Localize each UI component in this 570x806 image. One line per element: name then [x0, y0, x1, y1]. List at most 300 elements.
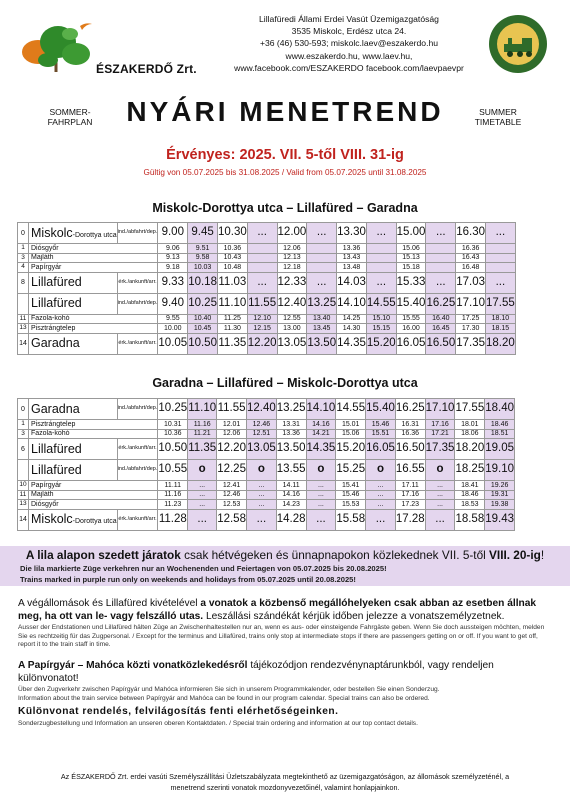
time-cell: ... — [246, 509, 276, 530]
station-cell — [29, 253, 158, 263]
time-cell: 16.05 — [396, 333, 426, 354]
time-cell: 12.06 — [277, 244, 307, 254]
time-cell — [307, 244, 337, 254]
time-cell: 18.58 — [455, 509, 485, 530]
arr-dep-label: ind./abfahrt/dep. — [117, 460, 158, 481]
km-cell: 11 — [18, 490, 29, 500]
time-cell: ... — [306, 509, 336, 530]
time-cell: 10.25 — [188, 293, 218, 314]
time-cell: 9.58 — [188, 253, 218, 263]
time-cell: ... — [306, 500, 336, 510]
station-cell — [29, 399, 118, 420]
time-cell: 13.55 — [276, 460, 306, 481]
papirgyar-en: Information about the train service between Papírgyár and Mahóca can be found in our program calendar. Special trains can also be ordered. — [18, 694, 430, 702]
time-cell: ... — [188, 490, 217, 500]
time-cell: 16.31 — [395, 420, 425, 430]
time-cell: 19.05 — [485, 439, 515, 460]
station-name: Diósgyőr — [31, 500, 59, 508]
time-cell: 13.50 — [276, 439, 306, 460]
time-cell: 13.45 — [307, 324, 337, 334]
station-cell — [29, 481, 158, 491]
time-cell: 16.25 — [426, 293, 456, 314]
arr-dep-label: érk./ankunft/arr. — [117, 509, 158, 530]
time-cell: 17.30 — [456, 324, 486, 334]
time-cell: 12.41 — [217, 481, 247, 491]
papirgyar-text: tájékozódjon rendezvénynaptárunkból, vagy rendeljen különvonatot! — [18, 660, 494, 684]
time-cell: 18.40 — [485, 399, 515, 420]
notice-bold-date: VIII. 20-ig — [489, 548, 541, 562]
time-cell: 9.00 — [158, 223, 188, 244]
time-cell: 11.23 — [158, 500, 188, 510]
notice-text: ! — [540, 548, 545, 562]
time-cell: 16.40 — [426, 314, 456, 324]
time-cell: 14.21 — [306, 429, 336, 439]
time-cell: 13.31 — [276, 420, 306, 430]
time-cell: ... — [486, 272, 516, 293]
side-label-line: FAHRPLAN — [47, 117, 93, 127]
km-cell: 13 — [19, 324, 27, 331]
time-cell: 11.35 — [188, 439, 217, 460]
arr-dep-label: érk./ankunft/arr. — [117, 333, 158, 354]
contact-line: 3535 Miskolc, Erdész utca 24. — [291, 26, 407, 37]
time-cell: 13.00 — [277, 324, 307, 334]
time-cell: 18.20 — [486, 333, 516, 354]
time-cell: 18.53 — [455, 500, 485, 510]
stops-paragraph — [18, 597, 554, 650]
time-cell: 16.36 — [395, 429, 425, 439]
time-cell: ... — [425, 500, 455, 510]
time-cell: ... — [246, 490, 276, 500]
time-cell: 12.46 — [246, 420, 276, 430]
time-cell: 14.55 — [366, 293, 396, 314]
station-cell — [29, 439, 118, 460]
station-name: Lillafüred — [31, 462, 82, 477]
time-cell — [426, 244, 456, 254]
station-suffix: -Dorottya utca — [72, 231, 117, 239]
time-cell: 18.20 — [455, 439, 485, 460]
time-cell — [486, 253, 516, 263]
km-cell: 0 — [18, 223, 29, 244]
logo-text: ÉSZAKERDŐ Zrt. — [96, 62, 197, 76]
time-cell: 10.31 — [158, 420, 188, 430]
km-cell: 8 — [18, 272, 29, 293]
time-cell: ... — [247, 272, 277, 293]
time-cell: 18.25 — [455, 460, 485, 481]
time-cell: 12.01 — [217, 420, 247, 430]
km-cell — [18, 293, 29, 314]
time-cell: 10.45 — [188, 324, 218, 334]
time-cell: ... — [426, 272, 456, 293]
time-cell: 15.13 — [396, 253, 426, 263]
time-cell — [247, 253, 277, 263]
km-cell: 0 — [18, 399, 29, 420]
time-cell: 9.13 — [158, 253, 188, 263]
table-row — [18, 314, 516, 324]
km-cell: 3 — [18, 253, 29, 263]
table-row — [18, 272, 516, 293]
time-cell: 14.03 — [337, 272, 367, 293]
table-row — [18, 439, 515, 460]
time-cell: 14.23 — [276, 500, 306, 510]
special-train-main: Különvonat rendelés, felvilágosítás fenti elérhetőségeinken. — [18, 706, 339, 717]
table-row — [18, 481, 515, 491]
time-cell: 18.01 — [455, 420, 485, 430]
time-cell: 10.05 — [158, 333, 188, 354]
time-cell: 17.35 — [456, 333, 486, 354]
table-row — [18, 244, 516, 254]
papirgyar-paragraph — [18, 659, 554, 703]
time-cell: 12.58 — [217, 509, 247, 530]
time-cell: 14.16 — [276, 490, 306, 500]
km-cell: 4 — [18, 263, 29, 273]
time-cell: 10.43 — [217, 253, 247, 263]
time-cell: ... — [247, 223, 277, 244]
laev-badge-logo — [488, 14, 548, 74]
time-cell: 17.28 — [395, 509, 425, 530]
time-cell: 14.11 — [276, 481, 306, 491]
time-cell: 12.55 — [277, 314, 307, 324]
time-cell: 15.06 — [396, 244, 426, 254]
station-name: Miskolc — [31, 225, 73, 240]
time-cell: 18.10 — [486, 314, 516, 324]
time-cell: ... — [425, 509, 455, 530]
time-cell: 9.40 — [158, 293, 188, 314]
time-cell: 16.36 — [456, 244, 486, 254]
stops-text-a: A végállomások és Lillafüred kivételével — [18, 598, 201, 609]
time-cell: o — [425, 460, 455, 481]
time-cell: 16.45 — [426, 324, 456, 334]
time-cell: 15.20 — [336, 439, 366, 460]
time-cell: 13.30 — [337, 223, 367, 244]
table-row — [18, 324, 516, 334]
time-cell: ... — [307, 272, 337, 293]
time-cell — [366, 263, 396, 273]
time-cell: ... — [307, 223, 337, 244]
time-cell: 9.06 — [158, 244, 188, 254]
arr-dep-label: érk./ankunft/arr. — [117, 439, 158, 460]
time-cell: 16.30 — [456, 223, 486, 244]
time-cell: 11.16 — [158, 490, 188, 500]
station-name: Lillafüred — [31, 275, 82, 290]
time-cell — [307, 263, 337, 273]
time-cell: 11.35 — [217, 333, 247, 354]
time-cell: 15.46 — [336, 490, 366, 500]
time-cell: 13.25 — [307, 293, 337, 314]
time-cell — [486, 244, 516, 254]
time-cell: 14.35 — [306, 439, 336, 460]
time-cell: 17.16 — [395, 490, 425, 500]
timetable-return — [17, 398, 515, 531]
papirgyar-de: Über den Zugverkehr zwischen Papírgyár und Mahóca informieren Sie sich in unserem Programmkalender, oder bestellen Sie einen Sonderzug. — [18, 686, 440, 693]
table-row — [18, 429, 515, 439]
time-cell: 15.40 — [366, 399, 396, 420]
station-name: Miskolc — [31, 512, 73, 527]
footer-line: Az ÉSZAKERDŐ Zrt. erdei vasúti Személyszállítási Üzletszabályzata megtekinthető az üzemigazgatóságon, az állomások személyzeténél, a — [60, 772, 510, 781]
time-cell: 11.10 — [188, 399, 217, 420]
side-label-line: SOMMER- — [49, 107, 91, 117]
time-cell: 15.18 — [396, 263, 426, 273]
station-name: Lillafüred — [31, 441, 82, 456]
km-cell: 1 — [18, 244, 29, 254]
time-cell: o — [246, 460, 276, 481]
time-cell: ... — [366, 481, 396, 491]
station-cell — [29, 490, 158, 500]
time-cell: 9.55 — [158, 314, 188, 324]
purple-notice-en: Trains marked in purple run only on weekends and holidays from 05.07.2025 until 20.08.2025! — [20, 575, 356, 584]
station-name: Garadna — [31, 401, 80, 416]
time-cell: 15.40 — [396, 293, 426, 314]
time-cell — [426, 253, 456, 263]
station-cell — [29, 420, 158, 430]
km-cell: 14 — [18, 333, 29, 354]
contact-line: +36 (46) 530-593; miskolc.laev@eszakerdo.hu — [259, 38, 439, 49]
km-cell: 13 — [19, 500, 27, 507]
station-cell — [29, 333, 118, 354]
time-cell: 10.55 — [158, 460, 188, 481]
time-cell: 10.36 — [217, 244, 247, 254]
time-cell: 14.25 — [337, 314, 367, 324]
station-name: Garadna — [31, 336, 80, 351]
station-name: Fazola-kohó — [31, 430, 70, 438]
time-cell: 10.03 — [188, 263, 218, 273]
station-name: Diósgyőr — [31, 244, 59, 252]
time-cell: ... — [188, 500, 217, 510]
time-cell: 12.13 — [277, 253, 307, 263]
time-cell: 13.25 — [276, 399, 306, 420]
time-cell: 19.10 — [485, 460, 515, 481]
time-cell: ... — [366, 223, 396, 244]
time-cell: 14.28 — [276, 509, 306, 530]
time-cell: 17.10 — [425, 399, 455, 420]
km-cell: 3 — [18, 429, 29, 439]
route-title-outbound: Miskolc-Dorottya utca – Lillafüred – Garadna — [152, 201, 418, 215]
table-row — [18, 490, 515, 500]
time-cell: 10.36 — [158, 429, 188, 439]
time-cell: 12.00 — [277, 223, 307, 244]
station-name: Majláth — [31, 491, 54, 499]
time-cell: 16.05 — [366, 439, 396, 460]
arr-dep-label: ind./abfahrt/dep. — [117, 399, 158, 420]
stops-paragraph-main — [18, 597, 554, 623]
time-cell: 14.35 — [337, 333, 367, 354]
time-cell: 10.48 — [217, 263, 247, 273]
time-cell: 12.18 — [277, 263, 307, 273]
stops-text-normal: Leszállási szándékát kérjük időben jelezze a vonatszemélyzetnek. — [203, 611, 505, 622]
time-cell: 10.50 — [158, 439, 188, 460]
time-cell: 18.51 — [485, 429, 515, 439]
time-cell: 12.15 — [247, 324, 277, 334]
time-cell: 13.36 — [337, 244, 367, 254]
time-cell: 12.46 — [217, 490, 247, 500]
notice-bold: A lila alapon szedett járatok — [25, 548, 181, 562]
time-cell: 15.41 — [336, 481, 366, 491]
notice-text: csak hétvégeken és ünnapnapokon közlekednek VII. 5-től — [180, 548, 490, 562]
time-cell: 18.46 — [485, 420, 515, 430]
time-cell: 17.11 — [395, 481, 425, 491]
time-cell: 13.50 — [307, 333, 337, 354]
time-cell: ... — [366, 509, 396, 530]
time-cell: 12.51 — [246, 429, 276, 439]
station-name: Majláth — [31, 254, 54, 262]
time-cell: 18.46 — [455, 490, 485, 500]
time-cell: 11.10 — [217, 293, 247, 314]
time-cell: 12.06 — [217, 429, 247, 439]
station-name: Papírgyár — [31, 481, 62, 489]
time-cell: 11.28 — [158, 509, 188, 530]
time-cell: 11.03 — [217, 272, 247, 293]
time-cell: 11.25 — [217, 314, 247, 324]
sommer-fahrplan-label — [30, 107, 110, 127]
station-cell — [29, 314, 158, 324]
time-cell: 17.03 — [456, 272, 486, 293]
station-cell — [29, 293, 118, 314]
time-cell: ... — [306, 481, 336, 491]
contact-line: Lillafüredi Állami Erdei Vasút Üzemigazgatóság — [259, 14, 439, 24]
station-cell — [29, 429, 158, 439]
time-cell: 13.05 — [277, 333, 307, 354]
time-cell: 15.55 — [396, 314, 426, 324]
contact-block — [214, 13, 484, 74]
time-cell: ... — [366, 490, 396, 500]
arr-dep-label: ind./abfahrt/dep. — [117, 223, 158, 244]
arr-dep-label: érk./ankunft/arr. — [117, 272, 158, 293]
time-cell: ... — [366, 272, 396, 293]
table-row — [18, 223, 516, 244]
footer-note — [20, 771, 550, 793]
time-cell — [366, 244, 396, 254]
time-cell: 18.41 — [455, 481, 485, 491]
time-cell: 17.23 — [395, 500, 425, 510]
time-cell: 13.36 — [276, 429, 306, 439]
time-cell: ... — [246, 500, 276, 510]
time-cell: 19.38 — [485, 500, 515, 510]
time-cell — [366, 253, 396, 263]
time-cell: ... — [306, 490, 336, 500]
time-cell: 15.33 — [396, 272, 426, 293]
time-cell: 14.10 — [306, 399, 336, 420]
time-cell: 13.40 — [307, 314, 337, 324]
time-cell: 16.48 — [456, 263, 486, 273]
time-cell: ... — [486, 223, 516, 244]
time-cell: 17.16 — [425, 420, 455, 430]
time-cell: 15.06 — [336, 429, 366, 439]
time-cell: 14.55 — [336, 399, 366, 420]
time-cell: ... — [246, 481, 276, 491]
time-cell: 16.43 — [456, 253, 486, 263]
km-cell: 11 — [18, 314, 29, 324]
time-cell: 19.31 — [485, 490, 515, 500]
time-cell: 17.55 — [486, 293, 516, 314]
time-cell — [247, 244, 277, 254]
train-badge-icon — [488, 14, 548, 74]
time-cell: 9.18 — [158, 263, 188, 273]
time-cell: 19.43 — [485, 509, 515, 530]
time-cell: 15.15 — [366, 324, 396, 334]
time-cell: 9.45 — [188, 223, 218, 244]
time-cell: o — [306, 460, 336, 481]
time-cell: 18.06 — [455, 429, 485, 439]
time-cell: 11.55 — [217, 399, 247, 420]
km-cell: 1 — [18, 420, 29, 430]
station-name: Pisztrángtelep — [31, 420, 76, 428]
time-cell: 10.25 — [158, 399, 188, 420]
page-title: NYÁRI MENETREND — [126, 96, 444, 127]
time-cell: ... — [188, 509, 217, 530]
time-cell: 12.20 — [247, 333, 277, 354]
time-cell — [247, 263, 277, 273]
time-cell: ... — [188, 481, 217, 491]
time-cell: 17.35 — [425, 439, 455, 460]
time-cell: 15.53 — [336, 500, 366, 510]
time-cell: 15.01 — [336, 420, 366, 430]
time-cell: 12.25 — [217, 460, 247, 481]
station-cell — [29, 263, 158, 273]
time-cell: 12.20 — [217, 439, 247, 460]
km-cell: 14 — [18, 509, 29, 530]
time-cell: 10.50 — [188, 333, 218, 354]
contact-line: www.eszakerdo.hu, www.laev.hu, — [285, 50, 413, 61]
time-cell: 15.46 — [366, 420, 396, 430]
time-cell: 11.30 — [217, 324, 247, 334]
time-cell: ... — [366, 500, 396, 510]
station-name: Fazola-kohó — [31, 315, 70, 323]
time-cell: 17.25 — [456, 314, 486, 324]
time-cell: 17.55 — [455, 399, 485, 420]
side-label-line: SUMMER — [479, 107, 517, 117]
table-row — [18, 460, 515, 481]
time-cell: 12.33 — [277, 272, 307, 293]
table-row — [18, 500, 515, 510]
time-cell: 16.55 — [395, 460, 425, 481]
eszakerdo-logo — [18, 14, 208, 78]
purple-notice-main — [0, 548, 570, 562]
time-cell: 14.10 — [337, 293, 367, 314]
station-name: Pisztrángtelep — [31, 324, 76, 332]
time-cell: 12.10 — [247, 314, 277, 324]
summer-timetable-label — [458, 107, 538, 127]
table-row — [18, 420, 515, 430]
time-cell: 9.33 — [158, 272, 188, 293]
time-cell — [426, 263, 456, 273]
time-cell: 11.11 — [158, 481, 188, 491]
time-cell: ... — [425, 490, 455, 500]
time-cell: 15.51 — [366, 429, 396, 439]
time-cell: 13.48 — [337, 263, 367, 273]
time-cell: 10.00 — [158, 324, 188, 334]
validity-line: Érvényes: 2025. VII. 5-től VIII. 31-ig — [166, 147, 404, 163]
time-cell: 11.55 — [247, 293, 277, 314]
time-cell: 14.30 — [337, 324, 367, 334]
time-cell: 16.50 — [426, 333, 456, 354]
contact-line: www.facebook.com/ESZAKERDO facebook.com/laevpaevpr — [234, 62, 464, 73]
km-cell: 10 — [19, 481, 27, 488]
time-cell: 17.21 — [425, 429, 455, 439]
km-cell: 6 — [18, 439, 29, 460]
time-cell: 16.50 — [395, 439, 425, 460]
station-cell — [29, 460, 118, 481]
route-title-return: Garadna – Lillafüred – Miskolc-Dorottya utca — [152, 376, 418, 390]
time-cell: 12.53 — [217, 500, 247, 510]
arr-dep-label: ind./abfahrt/dep. — [117, 293, 158, 314]
time-cell: ... — [425, 481, 455, 491]
validity-sub-line: Gültig von 05.07.2025 bis 31.08.2025 / Valid from 05.07.2025 until 31.08.2025 — [143, 168, 427, 177]
time-cell: 14.16 — [306, 420, 336, 430]
time-cell: 18.15 — [486, 324, 516, 334]
station-cell — [29, 500, 158, 510]
time-cell: o — [366, 460, 396, 481]
papirgyar-bold: A Papírgyár – Mahóca közti vonatközlekedésről — [18, 660, 248, 671]
stops-text-bold: a vonatok a közbenső megállóhelyeken csak abban az esetben állnak meg, ha ott van le- vagy felszálló utas. — [18, 598, 537, 622]
